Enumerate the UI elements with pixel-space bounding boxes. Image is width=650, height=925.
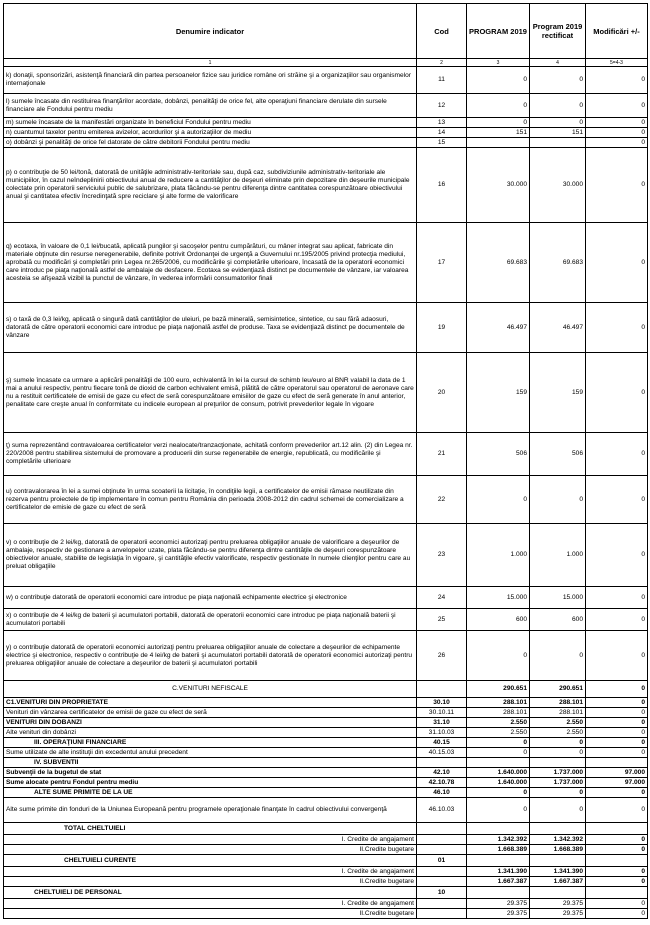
row-name: n) cuantumul taxelor pentru emiterea avizelor, acordurilor şi a autorizaţiilor de mediu — [4, 128, 417, 138]
row-rectificat: 1.000 — [530, 524, 586, 587]
row-rectificat — [530, 855, 586, 867]
table-row — [4, 128, 648, 138]
row-cod: 31.10.03 — [417, 728, 467, 738]
table-row — [4, 303, 648, 353]
row-rectificat — [530, 823, 586, 835]
row-name: m) sumele încasate de la manifestări organizate în beneficiul Fondului pentru mediu — [4, 118, 417, 128]
row-modificari: 0 — [586, 94, 648, 118]
row-modificari: 0 — [586, 718, 648, 728]
table-row — [4, 67, 648, 94]
row-rectificat: 290.651 — [530, 681, 586, 698]
table-row — [4, 524, 648, 587]
row-rectificat: 0 — [530, 476, 586, 524]
row-modificari: 0 — [586, 433, 648, 476]
row-program: 0 — [467, 738, 530, 748]
row-program: 600 — [467, 609, 530, 631]
row-modificari: 97.000 — [586, 778, 648, 788]
row-modificari: 0 — [586, 708, 648, 718]
row-program: 506 — [467, 433, 530, 476]
row-name: II.Credite bugetare — [4, 845, 417, 855]
row-cod: 24 — [417, 587, 467, 609]
row-modificari: 0 — [586, 909, 648, 919]
row-name: l) sumele încasate din restituirea finanţărilor acordate, dobânzi, penalităţi de orice fel, alte operaţiuni financiare derulate din sursele financiare ale Fondului pentru mediu — [4, 94, 417, 118]
row-cod — [417, 909, 467, 919]
table-row — [4, 887, 648, 899]
row-name: III. OPERAŢIUNI FINANCIARE — [4, 738, 417, 748]
row-cod: 16 — [417, 148, 467, 223]
row-modificari: 0 — [586, 788, 648, 798]
row-cod: 30.10 — [417, 698, 467, 708]
row-modificari — [586, 855, 648, 867]
row-rectificat: 159 — [530, 353, 586, 433]
row-modificari: 0 — [586, 128, 648, 138]
row-program: 29.375 — [467, 899, 530, 909]
row-name: CHELTUIELI DE PERSONAL — [4, 887, 417, 899]
row-program: 1.342.392 — [467, 835, 530, 845]
row-rectificat: 0 — [530, 118, 586, 128]
row-cod: 22 — [417, 476, 467, 524]
table-row — [4, 823, 648, 835]
row-rectificat: 288.101 — [530, 698, 586, 708]
row-cod: 17 — [417, 223, 467, 303]
header-rectificat: Program 2019 rectificat — [530, 4, 586, 59]
row-cod: 13 — [417, 118, 467, 128]
row-cod: 26 — [417, 631, 467, 681]
row-modificari: 0 — [586, 899, 648, 909]
row-name: s) o taxă de 0,3 lei/kg, aplicată o singură dată cantităţilor de uleiuri, pe bază minerală, semisintetice, sintetice, cu sau fără adaosuri, datorată de către operatorii economici care introduc pe piaţa naţională astfel de produse. Taxa se evidenţiază distinct pe documentele de vânzare — [4, 303, 417, 353]
row-modificari — [586, 887, 648, 899]
header-modificari: Modificări +/- — [586, 4, 648, 59]
row-rectificat: 0 — [530, 788, 586, 798]
row-modificari: 0 — [586, 845, 648, 855]
row-rectificat: 1.342.392 — [530, 835, 586, 845]
row-modificari: 0 — [586, 835, 648, 845]
table-row — [4, 94, 648, 118]
row-modificari — [586, 758, 648, 768]
row-name: Venituri din vânzarea certificatelor de emisii de gaze cu efect de seră — [4, 708, 417, 718]
row-name: I. Credite de angajament — [4, 835, 417, 845]
row-program: 1.640.000 — [467, 768, 530, 778]
row-program: 46.497 — [467, 303, 530, 353]
row-name: q) ecotaxa, în valoare de 0,1 lei/bucată, aplicată pungilor şi sacoşelor pentru cumpărături, cu mâner integrat sau aplicat, fabricate din materiale obţinute din resurse neregenerabile, definite potrivit Ordonanţei de urgenţă a Guvernului nr.195/2005 privind protecţia mediului, aprobată cu modificări şi completări prin Legea nr.265/2006, cu modificările şi completările ulterioare, încasată de la operatorii economici care introduc pe piaţa naţională astfel de ambalaje de desfacere. Ecotaxa se evidenţiază distinct pe documentele de vânzare, iar valoarea acesteia se afişează vizibil la punctul de vânzare, în vederea informării consumatorilor finali — [4, 223, 417, 303]
row-program: 0 — [467, 748, 530, 758]
row-program: 290.651 — [467, 681, 530, 698]
header-cod: Cod — [417, 4, 467, 59]
row-cod: 31.10 — [417, 718, 467, 728]
row-rectificat: 0 — [530, 67, 586, 94]
table-row — [4, 728, 648, 738]
table-row — [4, 718, 648, 728]
header-row — [4, 4, 648, 59]
table-row — [4, 855, 648, 867]
row-name: Sume utilizate de alte instituţii din excedentul anului precedent — [4, 748, 417, 758]
row-name: VENITURI DIN DOBANZI — [4, 718, 417, 728]
table-row — [4, 681, 648, 698]
row-modificari: 97.000 — [586, 768, 648, 778]
row-rectificat: 2.550 — [530, 718, 586, 728]
table-row — [4, 867, 648, 877]
row-program: 1.667.387 — [467, 877, 530, 887]
row-cod: 40.15.03 — [417, 748, 467, 758]
row-name: k) donaţii, sponsorizări, asistenţă financiară din partea persoanelor fizice sau juridice române ori străine şi a organizaţiilor sau organismelor internaţionale — [4, 67, 417, 94]
table-row — [4, 798, 648, 823]
row-name: p) o contribuţie de 50 lei/tonă, datorată de unităţile administrativ-teritoriale sau, după caz, subdiviziunile administrativ-teritoriale ale municipiilor, în cazul neîndeplinirii obiectivului anual de reducere a cantităţilor de deşeuri eliminate prin depozitare din deşeurile municipale colectate prin operatorii serviciului public de salubrizare, plata făcându-se pentru diferenţa dintre cantitatea corespunzătoare obiectivului anual şi cantitatea efectiv încredinţată spre reciclare şi alte forme de valorificare — [4, 148, 417, 223]
index-cell: 5=4-3 — [586, 59, 648, 67]
row-rectificat: 151 — [530, 128, 586, 138]
table-row — [4, 118, 648, 128]
row-modificari: 0 — [586, 118, 648, 128]
table-body — [4, 67, 648, 919]
row-modificari: 0 — [586, 738, 648, 748]
row-cod: 14 — [417, 128, 467, 138]
table-row — [4, 138, 648, 148]
row-modificari: 0 — [586, 728, 648, 738]
row-rectificat: 0 — [530, 631, 586, 681]
row-cod: 19 — [417, 303, 467, 353]
row-cod: 10 — [417, 887, 467, 899]
row-program — [467, 758, 530, 768]
table-row — [4, 223, 648, 303]
table-row — [4, 433, 648, 476]
row-cod: 15 — [417, 138, 467, 148]
table-row — [4, 845, 648, 855]
row-cod: 46.10 — [417, 788, 467, 798]
row-cod: 42.10 — [417, 768, 467, 778]
row-cod: 11 — [417, 67, 467, 94]
row-cod: 42.10.78 — [417, 778, 467, 788]
row-modificari: 0 — [586, 587, 648, 609]
index-cell: 1 — [4, 59, 417, 67]
row-rectificat: 0 — [530, 748, 586, 758]
row-program — [467, 855, 530, 867]
table-row — [4, 909, 648, 919]
row-name: IV. SUBVENTII — [4, 758, 417, 768]
row-modificari: 0 — [586, 138, 648, 148]
row-program — [467, 138, 530, 148]
index-cell: 2 — [417, 59, 467, 67]
row-name: Alte sume primite din fonduri de la Uniunea Europeană pentru programele operaţionale finanţate în cadrul obiectivului convergenţă — [4, 798, 417, 823]
row-rectificat: 29.375 — [530, 899, 586, 909]
table-row — [4, 476, 648, 524]
row-rectificat — [530, 138, 586, 148]
table-row — [4, 587, 648, 609]
row-modificari: 0 — [586, 223, 648, 303]
row-name: II.Credite bugetare — [4, 909, 417, 919]
row-rectificat: 30.000 — [530, 148, 586, 223]
row-modificari: 0 — [586, 877, 648, 887]
table-row — [4, 353, 648, 433]
row-name: C1.VENITURI DIN PROPRIETATE — [4, 698, 417, 708]
row-cod: 01 — [417, 855, 467, 867]
row-program: 69.683 — [467, 223, 530, 303]
row-rectificat: 15.000 — [530, 587, 586, 609]
row-program: 0 — [467, 94, 530, 118]
row-program — [467, 823, 530, 835]
row-program: 151 — [467, 128, 530, 138]
row-program: 15.000 — [467, 587, 530, 609]
table-row — [4, 758, 648, 768]
row-name: II.Credite bugetare — [4, 877, 417, 887]
row-rectificat: 1.341.390 — [530, 867, 586, 877]
row-rectificat: 46.497 — [530, 303, 586, 353]
table-row — [4, 698, 648, 708]
budget-table — [3, 3, 648, 919]
row-name: x) o contribuţie de 4 lei/kg de baterii şi acumulatori portabili, datorată de operatorii economici care introduc pe piaţa naţională baterii şi acumulatori portabili — [4, 609, 417, 631]
row-modificari: 0 — [586, 148, 648, 223]
row-cod — [417, 899, 467, 909]
row-name: v) o contribuţie de 2 lei/kg, datorată de operatorii economici autorizaţi pentru preluarea obligaţiilor anuale de valorificare a deşeurilor de ambalaje, respectiv de gestionare a anvelopelor uzate, plata făcându-se pentru diferenţa dintre cantităţile de deşeuri corespunzătoare obiectivelor anuale, stabilite de legislaţia în vigoare, şi cantităţile efectiv valorificate, respectiv gestionate în numele clienţilor pentru care au preluat obligaţiile — [4, 524, 417, 587]
row-cod: 23 — [417, 524, 467, 587]
row-program — [467, 887, 530, 899]
row-name: w) o contribuţie datorată de operatorii economici care introduc pe piaţa naţională echipamente electrice şi electronice — [4, 587, 417, 609]
row-cod: 20 — [417, 353, 467, 433]
row-name: TOTAL CHELTUIELI — [4, 823, 417, 835]
row-modificari: 0 — [586, 698, 648, 708]
row-cod — [417, 845, 467, 855]
row-cod: 25 — [417, 609, 467, 631]
header-program: PROGRAM 2019 — [467, 4, 530, 59]
row-rectificat: 1.737.000 — [530, 778, 586, 788]
table-row — [4, 631, 648, 681]
row-modificari: 0 — [586, 524, 648, 587]
row-cod — [417, 877, 467, 887]
row-rectificat: 0 — [530, 738, 586, 748]
row-modificari: 0 — [586, 476, 648, 524]
row-cod — [417, 867, 467, 877]
row-modificari: 0 — [586, 867, 648, 877]
row-name: Subvenţii de la bugetul de stat — [4, 768, 417, 778]
row-modificari: 0 — [586, 353, 648, 433]
row-rectificat: 0 — [530, 798, 586, 823]
index-cell: 3 — [467, 59, 530, 67]
row-cod — [417, 681, 467, 698]
row-program: 0 — [467, 67, 530, 94]
row-name: I. Credite de angajament — [4, 867, 417, 877]
row-modificari: 0 — [586, 631, 648, 681]
row-rectificat: 29.375 — [530, 909, 586, 919]
row-modificari: 0 — [586, 609, 648, 631]
row-program: 288.101 — [467, 708, 530, 718]
table-row — [4, 768, 648, 778]
row-cod — [417, 823, 467, 835]
row-name: ţ) suma reprezentând contravaloarea certificatelor verzi nealocate/tranzacţionate, achitată conform prevederilor art.12 alin. (2) din Legea nr. 220/2008 pentru stabilirea sistemului de promovare a producerii din surse regenerabile de energie, republicată, cu modificările şi completările ulterioare — [4, 433, 417, 476]
row-modificari: 0 — [586, 303, 648, 353]
row-rectificat: 1.737.000 — [530, 768, 586, 778]
row-rectificat: 2.550 — [530, 728, 586, 738]
row-rectificat: 1.668.389 — [530, 845, 586, 855]
row-modificari — [586, 823, 648, 835]
row-program: 2.550 — [467, 718, 530, 728]
row-name: CHELTUIELI CURENTE — [4, 855, 417, 867]
row-rectificat: 1.667.387 — [530, 877, 586, 887]
row-rectificat: 288.101 — [530, 708, 586, 718]
row-program: 2.550 — [467, 728, 530, 738]
row-name: ş) sumele încasate ca urmare a aplicării penalităţii de 100 euro, echivalentă în lei la cursul de schimb leu/euro al BNR valabil la data de 1 mai a anului respectiv, pentru fiecare tonă de dioxid de carbon echivalent emisă, plătită de către operatorul sau operatorul de aeronave care nu a restituit certificatele de emisii de gaze cu efect de seră corespunzătoare emisiilor de gaze cu efect de seră generate în anul anterior, penalitate care creşte anual în conformitate cu indicele european al preţurilor de consum, potrivit prevederilor legale în vigoare — [4, 353, 417, 433]
index-cell: 4 — [530, 59, 586, 67]
table-row — [4, 708, 648, 718]
row-program: 0 — [467, 631, 530, 681]
row-name: y) o contribuţie datorată de operatorii economici autorizaţi pentru preluarea obligaţiilor anuale de colectare a deşeurilor de echipamente electrice şi electronice, respectiv o contribuţie de 4 lei/kg de baterii şi acumulatori portabili datorată de operatorii economici autorizaţi pentru preluarea obligaţiilor anuale de colectare a deşeurilor de baterii şi acumulatori portabili — [4, 631, 417, 681]
row-cod: 12 — [417, 94, 467, 118]
table-row — [4, 835, 648, 845]
table-row — [4, 738, 648, 748]
row-rectificat: 69.683 — [530, 223, 586, 303]
table-row — [4, 748, 648, 758]
table-row — [4, 148, 648, 223]
row-modificari: 0 — [586, 798, 648, 823]
row-name: C.VENITURI NEFISCALE — [4, 681, 417, 698]
row-cod: 21 — [417, 433, 467, 476]
row-rectificat: 600 — [530, 609, 586, 631]
row-program: 30.000 — [467, 148, 530, 223]
table-row — [4, 609, 648, 631]
row-cod — [417, 758, 467, 768]
row-program: 1.341.390 — [467, 867, 530, 877]
row-cod: 46.10.03 — [417, 798, 467, 823]
table-row — [4, 899, 648, 909]
row-program: 29.375 — [467, 909, 530, 919]
row-program: 0 — [467, 476, 530, 524]
index-row — [4, 59, 648, 67]
row-program: 1.668.389 — [467, 845, 530, 855]
row-cod — [417, 835, 467, 845]
row-program: 159 — [467, 353, 530, 433]
row-program: 0 — [467, 798, 530, 823]
row-program: 288.101 — [467, 698, 530, 708]
row-rectificat: 0 — [530, 94, 586, 118]
row-cod: 30.10.11 — [417, 708, 467, 718]
row-rectificat: 506 — [530, 433, 586, 476]
row-modificari: 0 — [586, 67, 648, 94]
row-program: 0 — [467, 788, 530, 798]
row-program: 0 — [467, 118, 530, 128]
row-name: u) contravalorarea în lei a sumei obţinute în urma scoaterii la licitaţie, în condiţiile legii, a certificatelor de emisii rămase neutilizate din rezerva pentru proiectele de tip implementare în comun pentru România din perioada 2008-2012 din cadrul schemei de comercializare a certificatelor de emisie de gaze cu efect de seră — [4, 476, 417, 524]
row-modificari: 0 — [586, 681, 648, 698]
row-program: 1.000 — [467, 524, 530, 587]
row-program: 1.640.000 — [467, 778, 530, 788]
table-row — [4, 877, 648, 887]
row-cod: 40.15 — [417, 738, 467, 748]
row-name: ALTE SUME PRIMITE DE LA UE — [4, 788, 417, 798]
table-row — [4, 778, 648, 788]
row-name: Alte venituri din dobânzi — [4, 728, 417, 738]
row-name: o) dobânzi şi penalităţi de orice fel datorate de către debitorii Fondului pentru mediu — [4, 138, 417, 148]
row-rectificat — [530, 758, 586, 768]
header-name: Denumire indicator — [4, 4, 417, 59]
row-rectificat — [530, 887, 586, 899]
row-modificari: 0 — [586, 748, 648, 758]
row-name: I. Credite de angajament — [4, 899, 417, 909]
row-name: Sume alocate pentru Fondul pentru mediu — [4, 778, 417, 788]
table-row — [4, 788, 648, 798]
